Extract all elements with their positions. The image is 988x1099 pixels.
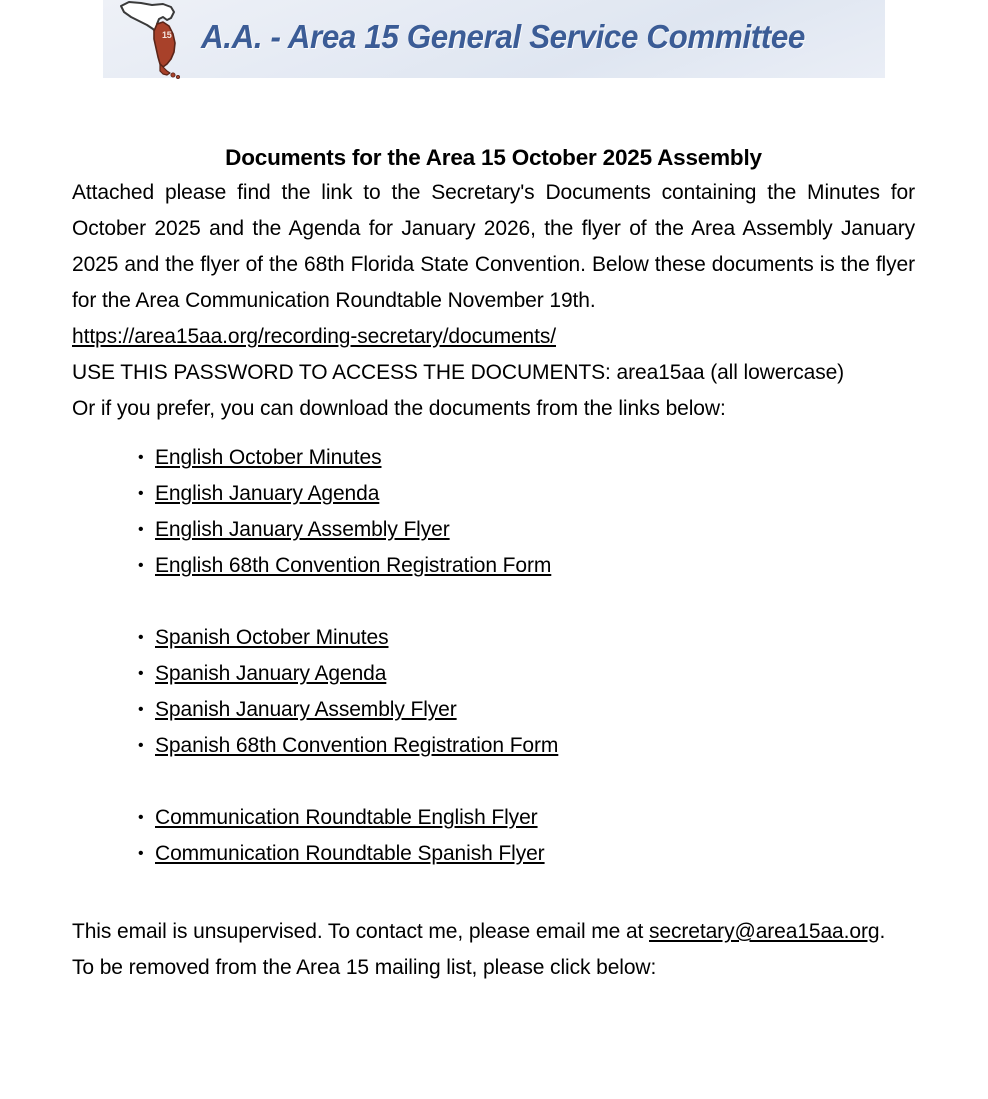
email-body <box>72 140 915 986</box>
list-item <box>72 512 915 548</box>
contact-text-before: This email is unsupervised. To contact me, please email me at <box>72 920 650 943</box>
documents-url-link[interactable]: https://area15aa.org/recording-secretary/documents/ <box>72 325 556 348</box>
link-communication-roundtable-spanish-flyer[interactable]: Communication Roundtable Spanish Flyer <box>155 842 545 865</box>
link-english-october-minutes[interactable]: English October Minutes <box>155 446 382 469</box>
contact-text-after: . <box>879 920 886 943</box>
contact-paragraph <box>72 914 915 950</box>
list-item <box>72 548 915 584</box>
unsubscribe-line: To be removed from the Area 15 mailing list, please click below: <box>72 956 657 979</box>
spacer <box>72 764 915 800</box>
list-item <box>72 800 915 836</box>
spacer <box>72 584 915 620</box>
map-area-number: 15 <box>162 30 172 40</box>
florida-map-icon <box>111 0 203 80</box>
link-spanish-january-agenda[interactable]: Spanish January Agenda <box>155 662 387 685</box>
download-prompt: Or if you prefer, you can download the documents from the links below: <box>72 397 726 420</box>
list-item <box>72 836 915 872</box>
password-line: USE THIS PASSWORD TO ACCESS THE DOCUMENTS: area15aa (all lowercase) <box>72 361 845 384</box>
intro-paragraph: Attached please find the link to the Secretary's Documents containing the Minutes for October 2025 and the Agenda for January 2026, the flyer of the Area Assembly January 2025 and the flyer of the 68th Florida State Convention. Below these documents is the flyer for the Area Communication Roundtable November 19th. <box>72 181 915 312</box>
spacer <box>72 872 915 914</box>
link-spanish-october-minutes[interactable]: Spanish October Minutes <box>155 626 389 649</box>
link-english-january-agenda[interactable]: English January Agenda <box>155 482 380 505</box>
link-english-january-assembly-flyer[interactable]: English January Assembly Flyer <box>155 518 450 541</box>
documents-url-line <box>72 319 915 355</box>
spanish-link-list <box>72 620 915 764</box>
spacer <box>72 427 915 440</box>
list-item <box>72 656 915 692</box>
banner-title: A.A. - Area 15 General Service Committee <box>201 18 805 55</box>
secretary-email-link[interactable]: secretary@area15aa.org <box>649 920 880 943</box>
page-title: Documents for the Area 15 October 2025 Assembly <box>225 145 762 170</box>
list-item <box>72 692 915 728</box>
link-spanish-january-assembly-flyer[interactable]: Spanish January Assembly Flyer <box>155 698 457 721</box>
header-banner <box>103 0 885 78</box>
list-item <box>72 440 915 476</box>
list-item <box>72 476 915 512</box>
link-communication-roundtable-english-flyer[interactable]: Communication Roundtable English Flyer <box>155 806 538 829</box>
link-spanish-68th-convention-registration-form[interactable]: Spanish 68th Convention Registration Form <box>155 734 559 757</box>
list-item <box>72 728 915 764</box>
english-link-list <box>72 440 915 584</box>
roundtable-link-list <box>72 800 915 872</box>
link-english-68th-convention-registration-form[interactable]: English 68th Convention Registration Form <box>155 554 552 577</box>
list-item <box>72 620 915 656</box>
